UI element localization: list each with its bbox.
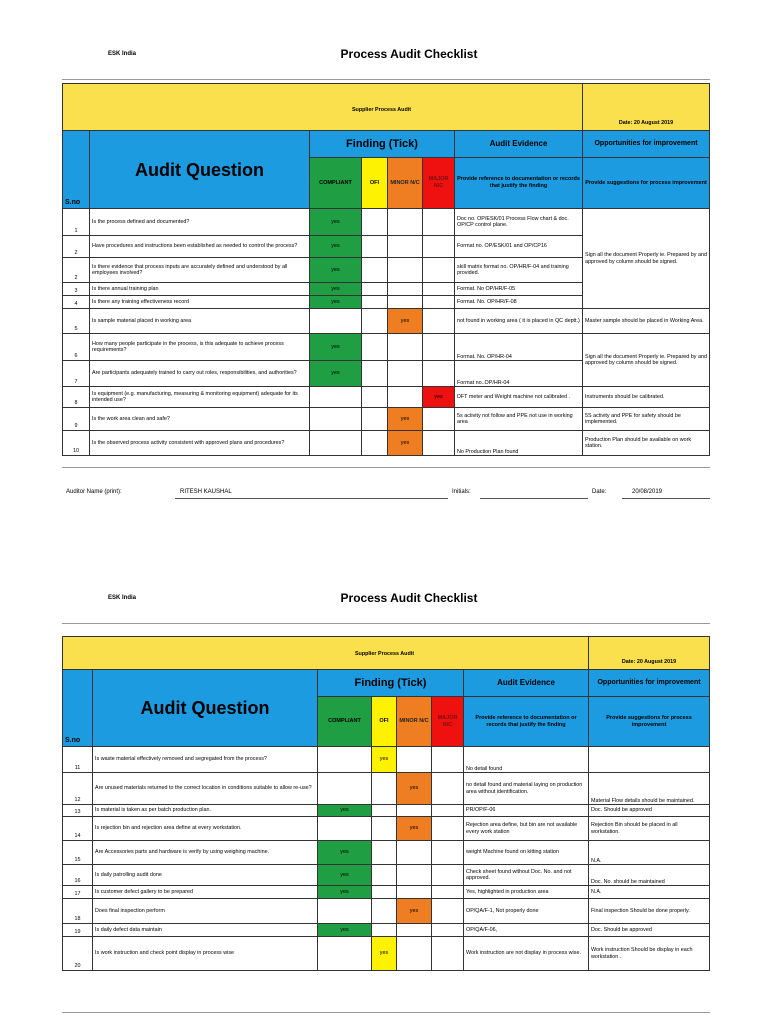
opportunities-header: Opportunities for improvement (583, 131, 710, 158)
evidence-subheader: Provide reference to documentation or records that justify the finding (464, 697, 589, 747)
ofi-cell (372, 805, 397, 817)
compliant-cell: yes (318, 924, 372, 937)
question-cell: How many people participate in the process, is this adequate to achieve process requirements? (90, 334, 310, 361)
compliant-cell: yes (318, 886, 372, 899)
evidence-cell: OP/QA/F-1, Not properly done (464, 899, 589, 924)
table-row (63, 841, 710, 865)
date-value: 20/08/2019 (632, 489, 663, 495)
compliant-cell (310, 408, 362, 431)
org-name: ESK India (108, 51, 137, 57)
row-number: 4 (63, 296, 90, 309)
opportunity-cell: Instruments should be calibrated. (583, 387, 710, 408)
major-cell (423, 431, 455, 456)
compliant-cell (310, 431, 362, 456)
opportunity-cell (589, 747, 710, 773)
audit-table (62, 636, 710, 971)
table-row (63, 773, 710, 805)
compliant-cell: yes (310, 361, 362, 387)
ofi-cell (362, 431, 388, 456)
row-number: 1 (63, 209, 90, 236)
evidence-cell: Format. No OP/HR/F-05 (455, 283, 583, 296)
report-title: Supplier Process Audit (63, 637, 589, 670)
major-cell (432, 841, 464, 865)
finding-header: Finding (Tick) (310, 131, 455, 158)
opportunity-cell: Material Flow details should be maintained. (589, 773, 710, 805)
minor-nc-header: MINOR N/C (388, 158, 423, 209)
question-cell: Is the observed process activity consistent with approved plans and procedures? (90, 431, 310, 456)
compliant-header: COMPLIANT (310, 158, 362, 209)
doc-title: Process Audit Checklist (340, 591, 478, 605)
ofi-cell (372, 899, 397, 924)
minor-cell (388, 258, 423, 283)
minor-cell (397, 747, 432, 773)
row-number: 7 (63, 361, 90, 387)
minor-cell (388, 334, 423, 361)
major-cell (423, 334, 455, 361)
ofi-cell (372, 841, 397, 865)
table-row (63, 408, 710, 431)
question-cell: Is material is taken as per batch production plan. (93, 805, 318, 817)
opportunity-cell: N.A. (589, 841, 710, 865)
question-cell: Is there annual training plan (90, 283, 310, 296)
ofi-cell (362, 334, 388, 361)
row-number: 11 (63, 747, 93, 773)
question-cell: Is daily patrolling audit done (93, 865, 318, 886)
row-number: 13 (63, 805, 93, 817)
row-number: 3 (63, 283, 90, 296)
opportunity-cell: Master sample should be placed in Working Area. (583, 309, 710, 334)
ofi-cell (362, 209, 388, 236)
ofi-cell (372, 886, 397, 899)
evidence-cell: DFT meter and Weight machine not calibrated . (455, 387, 583, 408)
question-cell: Is work instruction and check point display in process wise (93, 937, 318, 971)
table-row (63, 937, 710, 971)
ofi-cell (362, 296, 388, 309)
opportunities-subheader: Provide suggestions for process improvement (589, 697, 710, 747)
row-number: 19 (63, 924, 93, 937)
evidence-cell: Rejection area define, but bin are not available every work station (464, 817, 589, 841)
row-number: 8 (63, 387, 90, 408)
ofi-cell (362, 361, 388, 387)
evidence-cell: Yes, highlighted in production area (464, 886, 589, 899)
question-cell: Does final inspection perform (93, 899, 318, 924)
ofi-cell (372, 865, 397, 886)
question-cell: Is the process defined and documented? (90, 209, 310, 236)
minor-cell (397, 865, 432, 886)
evidence-subheader: Provide reference to documentation or records that justify the finding (455, 158, 583, 209)
minor-cell (388, 236, 423, 258)
compliant-cell (310, 387, 362, 408)
minor-cell: yes (397, 817, 432, 841)
evidence-cell: Work instruction are not display in process wise. (464, 937, 589, 971)
major-cell (423, 309, 455, 334)
compliant-cell: yes (310, 236, 362, 258)
finding-header: Finding (Tick) (318, 670, 464, 697)
initials-label: Initials: (452, 489, 471, 495)
table-row (63, 431, 710, 456)
date-line (622, 498, 710, 499)
evidence-cell: OP/QA/F-06, (464, 924, 589, 937)
audit-question-header: Audit Question (90, 131, 310, 209)
ofi-cell (372, 773, 397, 805)
table-row (63, 817, 710, 841)
question-cell: Is daily defect data maintain (93, 924, 318, 937)
row-number: 9 (63, 408, 90, 431)
divider (62, 79, 710, 80)
major-cell (423, 296, 455, 309)
doc-title: Process Audit Checklist (340, 47, 478, 61)
major-cell (423, 258, 455, 283)
evidence-cell: weight Machine found on kitting station (464, 841, 589, 865)
opportunity-cell: 5S activity and PPE for safety should be implemented. (583, 408, 710, 431)
major-cell (432, 747, 464, 773)
row-number: 14 (63, 817, 93, 841)
minor-cell (388, 209, 423, 236)
minor-cell: yes (397, 773, 432, 805)
minor-cell (388, 387, 423, 408)
opportunity-cell: Doc. Should be approved (589, 924, 710, 937)
minor-cell (397, 924, 432, 937)
evidence-cell: PR/OP/F-06 (464, 805, 589, 817)
compliant-cell: yes (318, 865, 372, 886)
question-cell: Are unused materials returned to the correct location in conditions suitable to allow re-use? (93, 773, 318, 805)
question-cell: Is sample material placed in working area (90, 309, 310, 334)
major-cell (423, 283, 455, 296)
question-cell: Is there evidence that process inputs are accurately defined and understood by all employees involved? (90, 258, 310, 283)
ofi-cell (372, 924, 397, 937)
major-nc-header: MAJOR N/C (432, 697, 464, 747)
opportunity-cell: Rejection Bin should be placed in all workstation. (589, 817, 710, 841)
row-number: 15 (63, 841, 93, 865)
auditor-name: RITESH KAUSHAL (180, 489, 232, 495)
opportunity-cell: Doc. Should be approved (589, 805, 710, 817)
ofi-header: OFI (362, 158, 388, 209)
major-cell (423, 236, 455, 258)
table-row (63, 309, 710, 334)
compliant-cell (318, 747, 372, 773)
row-number: 12 (63, 773, 93, 805)
evidence-cell: No detail found (464, 747, 589, 773)
sno-header: S.no (63, 131, 90, 209)
row-number: 2 (63, 258, 90, 283)
minor-cell: yes (388, 431, 423, 456)
minor-cell (388, 296, 423, 309)
table-row (63, 899, 710, 924)
minor-cell (388, 283, 423, 296)
major-cell (432, 924, 464, 937)
evidence-cell: Format no. OP/ESK/01 and OP/CP16 (455, 236, 583, 258)
minor-cell (397, 937, 432, 971)
opportunity-cell: N.A. (589, 886, 710, 899)
evidence-cell: 5s activity not follow and PPE not use in working area (455, 408, 583, 431)
major-cell (423, 209, 455, 236)
table-row (63, 865, 710, 886)
minor-cell (397, 886, 432, 899)
evidence-cell: not found in working area ( it is placed in QC deptt.) (455, 309, 583, 334)
question-cell: Is equipment (e.g. manufacturing, measuring & monitoring equipment) adequate for its intended use? (90, 387, 310, 408)
row-number: 18 (63, 899, 93, 924)
row-number: 5 (63, 309, 90, 334)
major-cell (423, 408, 455, 431)
minor-cell: yes (388, 408, 423, 431)
minor-nc-header: MINOR N/C (397, 697, 432, 747)
ofi-cell: yes (372, 747, 397, 773)
ofi-cell (362, 258, 388, 283)
divider (62, 1012, 710, 1013)
compliant-header: COMPLIANT (318, 697, 372, 747)
compliant-cell: yes (310, 209, 362, 236)
major-cell (432, 865, 464, 886)
row-number: 16 (63, 865, 93, 886)
date-label: Date: (592, 489, 607, 495)
compliant-cell: yes (310, 334, 362, 361)
evidence-cell: Doc no. OP/ESK/01 Process Flow chart & doc. OP/CP control plane. (455, 209, 583, 236)
minor-cell: yes (397, 899, 432, 924)
ofi-cell (362, 283, 388, 296)
row-number: 6 (63, 334, 90, 361)
opportunities-header: Opportunities for improvement (589, 670, 710, 697)
audit-evidence-header: Audit Evidence (455, 131, 583, 158)
major-cell (432, 817, 464, 841)
opportunity-cell: Sign all the document Properly ie. Prepared by and approved by column should be signed. (583, 209, 710, 309)
minor-cell (388, 361, 423, 387)
table-row (63, 924, 710, 937)
ofi-cell: yes (372, 937, 397, 971)
initials-line (480, 498, 588, 499)
table-row (63, 209, 710, 236)
row-number: 2 (63, 236, 90, 258)
audit-evidence-header: Audit Evidence (464, 670, 589, 697)
table-row (63, 886, 710, 899)
compliant-cell: yes (318, 841, 372, 865)
major-cell (432, 805, 464, 817)
org-name: ESK India (108, 595, 137, 601)
evidence-cell: Format no..OP/HR-04 (455, 361, 583, 387)
auditor-label: Auditor Name (print): (66, 489, 122, 495)
ofi-cell (372, 817, 397, 841)
compliant-cell (318, 817, 372, 841)
opportunities-subheader: Provide suggestions for process improvement (583, 158, 710, 209)
opportunity-cell: Work instruction Should be display in each workstation . (589, 937, 710, 971)
row-number: 10 (63, 431, 90, 456)
ofi-cell (362, 387, 388, 408)
sno-header: S.no (63, 670, 93, 747)
ofi-cell (362, 309, 388, 334)
minor-cell (397, 805, 432, 817)
table-row (63, 805, 710, 817)
compliant-cell (318, 937, 372, 971)
question-cell: Is customer defect gallery to be prepared (93, 886, 318, 899)
opportunity-cell: Production Plan should be available on work station. (583, 431, 710, 456)
report-date: Date: 20 August 2019 (583, 84, 710, 131)
evidence-cell: no detail found and material laying on production area without identification. (464, 773, 589, 805)
compliant-cell (318, 773, 372, 805)
minor-cell (397, 841, 432, 865)
table-row (63, 334, 710, 361)
major-cell (432, 899, 464, 924)
compliant-cell: yes (310, 296, 362, 309)
minor-cell: yes (388, 309, 423, 334)
row-number: 17 (63, 886, 93, 899)
ofi-header: OFI (372, 697, 397, 747)
ofi-cell (362, 236, 388, 258)
question-cell: Is rejection bin and rejection area define at every workstation. (93, 817, 318, 841)
audit-question-header: Audit Question (93, 670, 318, 747)
major-cell (423, 361, 455, 387)
auditor-name-line (175, 498, 448, 499)
question-cell: Is there any training effectiveness record (90, 296, 310, 309)
divider (62, 623, 710, 624)
table-row (63, 387, 710, 408)
ofi-cell (362, 408, 388, 431)
evidence-cell: Check sheet found without Doc. No. and not approved. (464, 865, 589, 886)
evidence-cell: No Production Plan found (455, 431, 583, 456)
evidence-cell: Format. No. OP/HR-04 (455, 334, 583, 361)
compliant-cell (318, 899, 372, 924)
major-cell (432, 886, 464, 899)
compliant-cell (310, 309, 362, 334)
row-number: 20 (63, 937, 93, 971)
major-cell: yes (423, 387, 455, 408)
question-cell: Are Accessories parts and hardware is verify by using weighing machine. (93, 841, 318, 865)
report-title: Supplier Process Audit (63, 84, 583, 131)
question-cell: Is waste material effectively removed and segregated from the process? (93, 747, 318, 773)
divider (62, 467, 710, 468)
major-cell (432, 937, 464, 971)
question-cell: Is the work area clean and safe? (90, 408, 310, 431)
evidence-cell: skill matrix format no. OP/HR/F-04 and training provided. (455, 258, 583, 283)
compliant-cell: yes (318, 805, 372, 817)
question-cell: Are participants adequately trained to carry out roles, responsibilities, and authorities? (90, 361, 310, 387)
major-nc-header: MAJOR N/C (423, 158, 455, 209)
opportunity-cell: Doc. No. should be maintained (589, 865, 710, 886)
evidence-cell: Format. No. OP/HR/F-08 (455, 296, 583, 309)
question-cell: Have procedures and instructions been established as needed to control the process? (90, 236, 310, 258)
compliant-cell: yes (310, 258, 362, 283)
opportunity-cell: Sign all the document Properly ie. Prepared by and approved by column should be signed. (583, 334, 710, 387)
table-row (63, 747, 710, 773)
opportunity-cell: Final inspection Should be done properly. (589, 899, 710, 924)
report-date: Date: 20 August 2019 (589, 637, 710, 670)
major-cell (432, 773, 464, 805)
compliant-cell: yes (310, 283, 362, 296)
audit-table (62, 83, 710, 456)
